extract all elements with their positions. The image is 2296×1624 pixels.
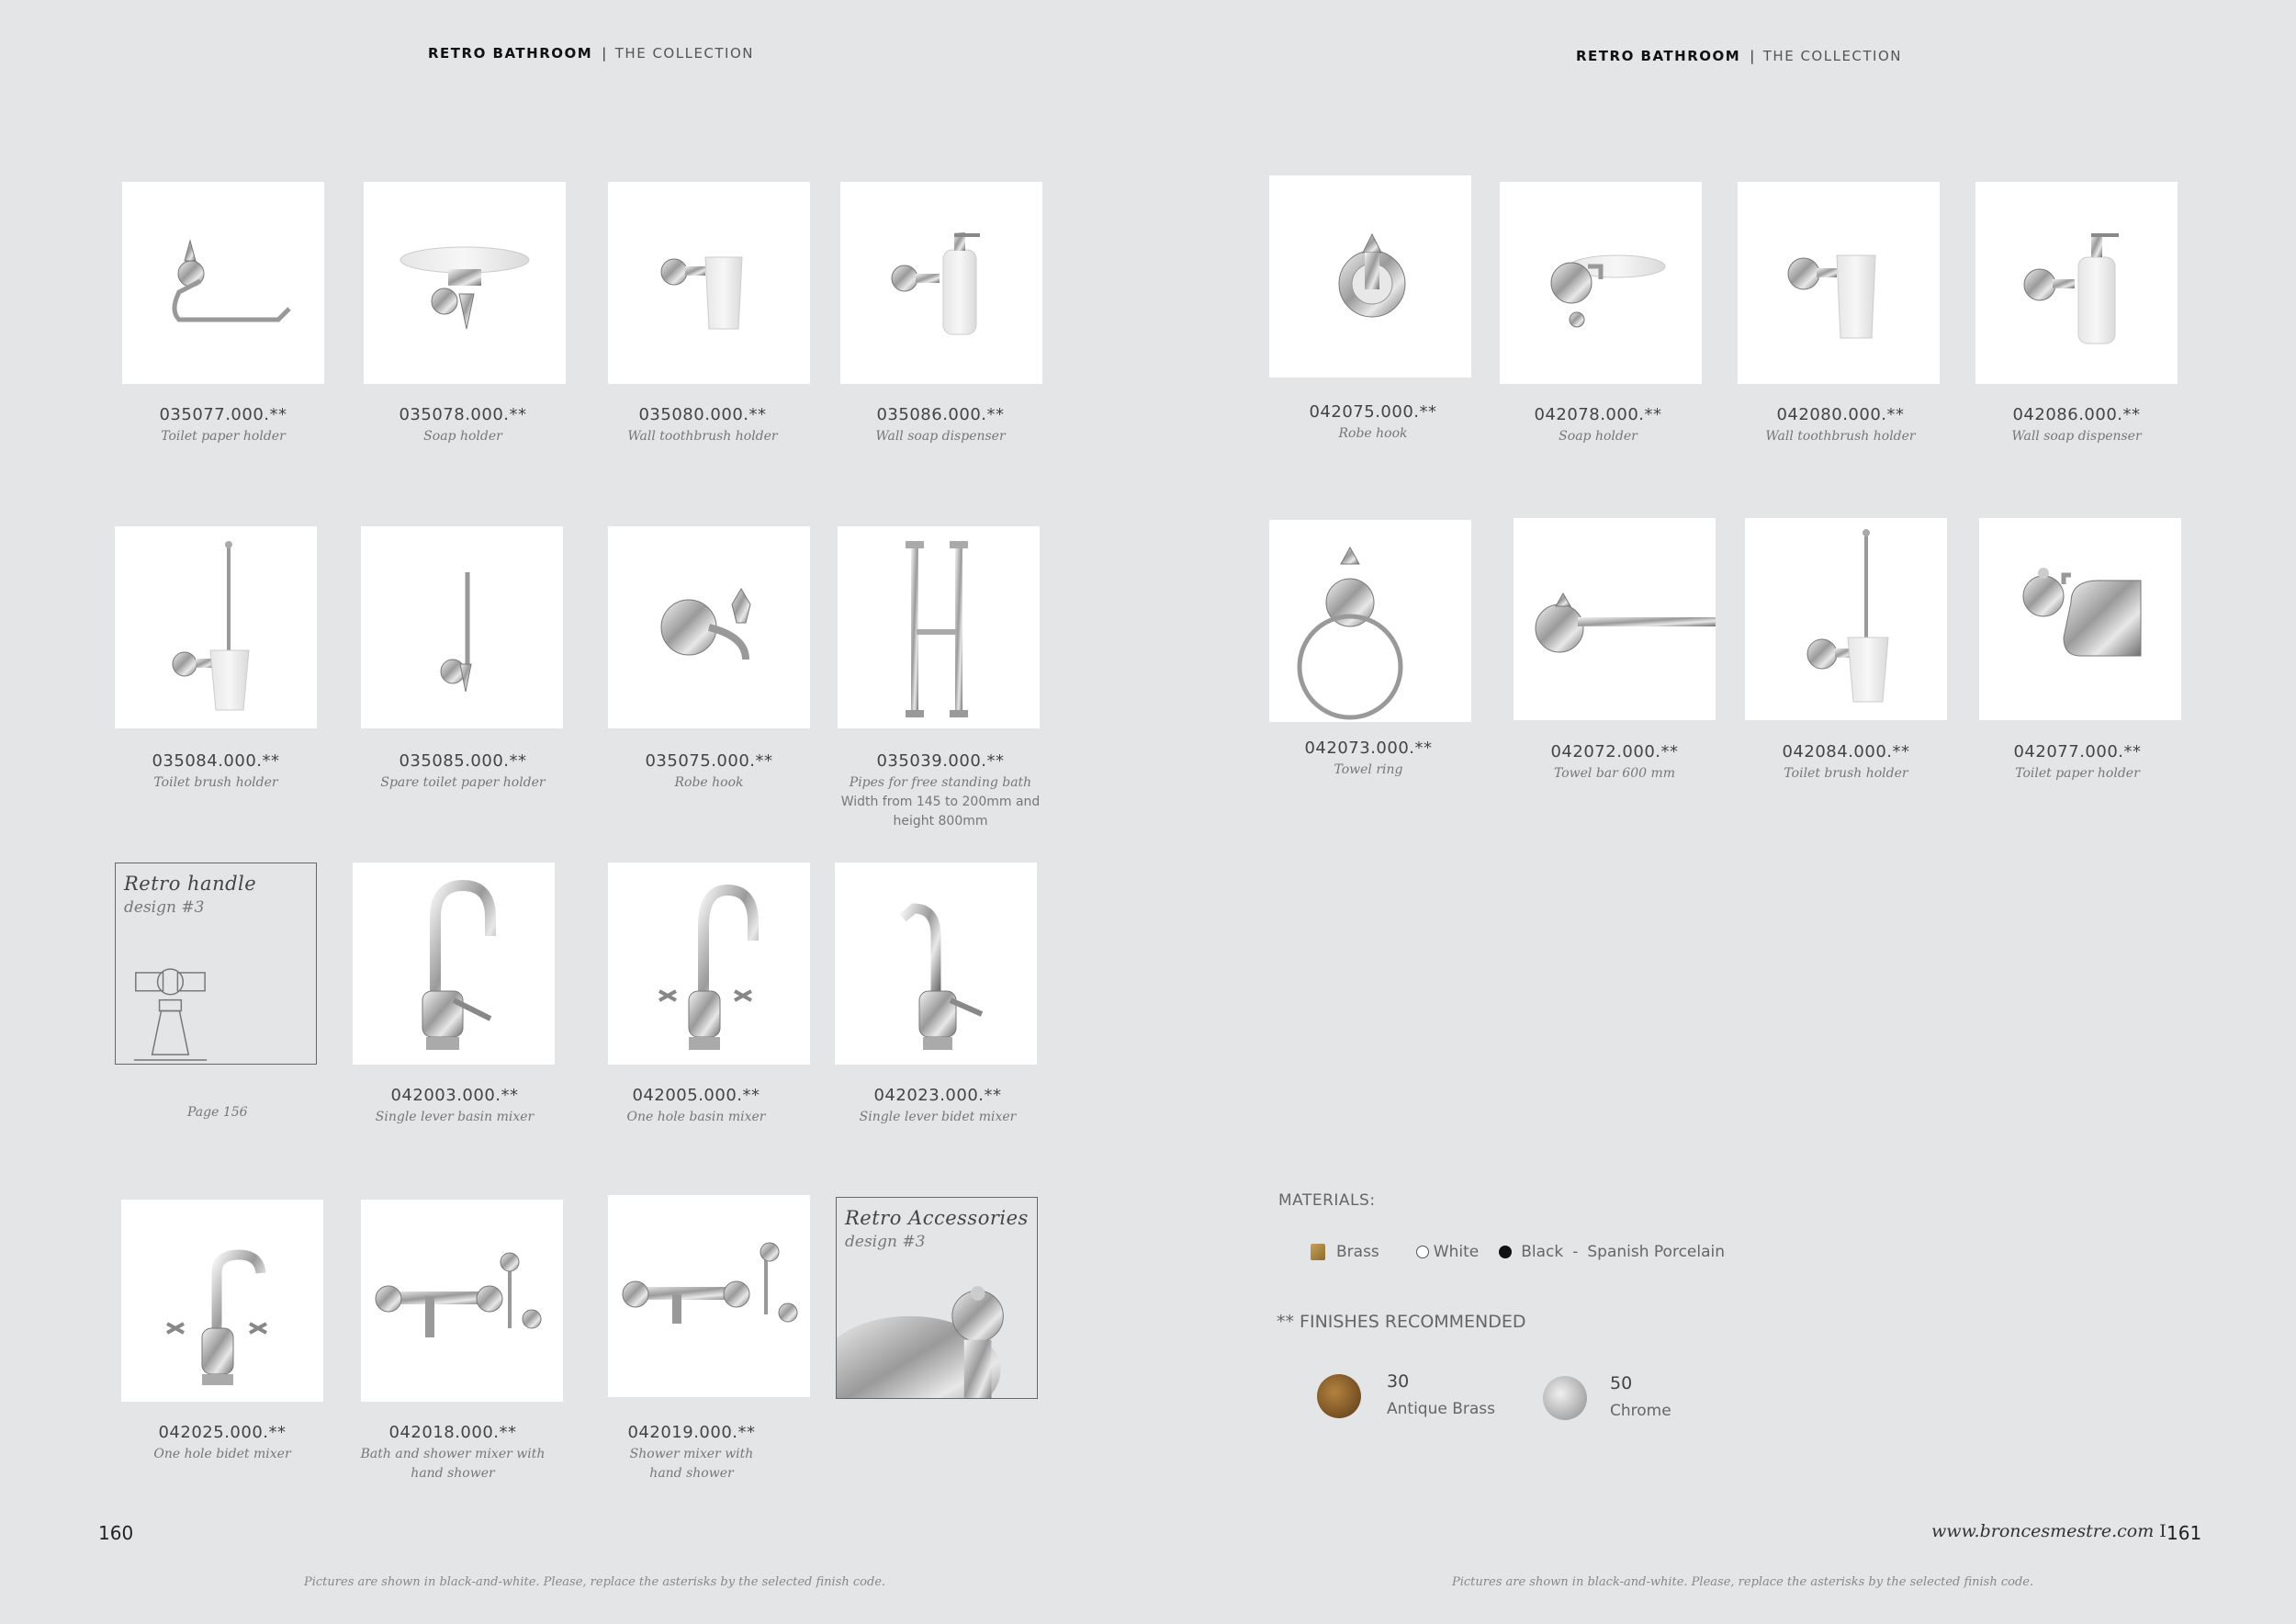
material-dash: - <box>1572 1243 1579 1261</box>
product-description: Wall toothbrush holder <box>1765 429 1916 444</box>
product-code: 042005.000.** <box>632 1086 760 1105</box>
material-white: White <box>1433 1243 1480 1261</box>
product-caption <box>1958 742 2197 784</box>
product-image-wall-toothbrush-holder <box>608 182 810 384</box>
product-caption <box>572 1423 811 1483</box>
product-code: 035075.000.** <box>645 751 773 771</box>
product-description-line: Shower mixer with <box>629 1447 754 1461</box>
product-code: 035085.000.** <box>399 751 527 771</box>
header-separator: | <box>602 45 608 62</box>
materials-heading: MATERIALS: <box>1278 1191 1376 1210</box>
product-code: 035086.000.** <box>876 405 1005 424</box>
product-code: 042078.000.** <box>1534 405 1662 424</box>
product-code: 042025.000.** <box>158 1423 287 1442</box>
black-dot-icon <box>1499 1246 1512 1258</box>
website-separator: I <box>2159 1521 2167 1541</box>
product-code: 042080.000.** <box>1776 405 1905 424</box>
product-description: One hole basin mixer <box>626 1110 766 1124</box>
product-caption <box>1495 742 1734 784</box>
product-code: 042019.000.** <box>627 1423 756 1442</box>
product-caption <box>333 1423 572 1483</box>
product-image-single-lever-bidet-mixer <box>835 863 1037 1065</box>
product-image-robe-hook <box>1269 175 1471 378</box>
product-image-toilet-paper-holder <box>1979 518 2181 720</box>
retro-accessories-title: Retro Accessories <box>845 1207 1029 1229</box>
left-page-header <box>428 45 754 62</box>
retro-accessories-subtitle: design #3 <box>845 1233 926 1251</box>
header-section: THE COLLECTION <box>614 45 755 62</box>
website-url[interactable]: www.broncesmestre.com <box>1931 1521 2155 1541</box>
product-description: Wall toothbrush holder <box>627 429 778 444</box>
product-description: Single lever bidet mixer <box>859 1110 1017 1124</box>
product-code: 035078.000.** <box>399 405 527 424</box>
product-image-shower-mixer <box>608 1195 810 1397</box>
product-code: 035039.000.** <box>876 751 1005 771</box>
product-caption <box>1254 402 1492 444</box>
product-caption <box>821 405 1060 446</box>
product-image-toilet-paper-holder <box>122 182 324 384</box>
product-code: 042086.000.** <box>2012 405 2141 424</box>
left-page-number: 160 <box>98 1522 134 1544</box>
product-code: 042018.000.** <box>388 1423 517 1442</box>
product-description: Soap holder <box>1559 429 1638 444</box>
product-code: 035080.000.** <box>638 405 767 424</box>
material-black: Black <box>1521 1243 1564 1261</box>
product-image-wall-soap-dispenser <box>1975 182 2178 384</box>
product-description: Toilet brush holder <box>1784 766 1908 781</box>
product-code: 042073.000.** <box>1304 739 1433 758</box>
product-image-towel-ring <box>1269 520 1471 722</box>
product-code: 042072.000.** <box>1550 742 1679 761</box>
retro-accessories-callout <box>836 1197 1038 1399</box>
product-caption <box>583 405 822 446</box>
product-caption <box>1249 739 1488 780</box>
website-link[interactable] <box>1931 1521 2167 1541</box>
product-description-line: hand shower <box>411 1466 495 1481</box>
product-description-line: Width from 145 to 200mm and <box>840 795 1041 809</box>
product-image-soap-holder <box>1500 182 1702 384</box>
product-caption <box>96 751 335 793</box>
product-description: Toilet paper holder <box>2015 766 2140 781</box>
left-footnote: Pictures are shown in black-and-white. Please, replace the asterisks by the selected finish code. <box>304 1575 886 1589</box>
product-code: 042084.000.** <box>1782 742 1910 761</box>
product-description: Wall soap dispenser <box>2011 429 2142 444</box>
product-caption <box>577 1086 816 1127</box>
product-description: Soap holder <box>423 429 502 444</box>
product-code: 042023.000.** <box>873 1086 1002 1105</box>
retro-handle-title: Retro handle <box>124 873 257 895</box>
header-brand: RETRO BATHROOM <box>1576 48 1741 64</box>
right-page-header <box>1576 48 1902 64</box>
product-image-one-hole-bidet-mixer <box>121 1200 323 1402</box>
header-separator: | <box>1750 48 1756 64</box>
finish-code: 50 <box>1610 1373 1633 1393</box>
antique-brass-finish-icon <box>1317 1374 1361 1418</box>
product-description: Towel ring <box>1334 762 1403 777</box>
product-description: Toilet paper holder <box>161 429 286 444</box>
brass-swatch-icon <box>1311 1244 1325 1260</box>
product-image-robe-hook <box>608 526 810 728</box>
product-description: Wall soap dispenser <box>875 429 1006 444</box>
finish-name: Chrome <box>1610 1402 1671 1420</box>
retro-handle-sketch <box>116 863 316 1064</box>
product-image-toilet-brush-holder <box>115 526 317 728</box>
product-image-wall-soap-dispenser <box>840 182 1042 384</box>
chrome-finish-icon <box>1543 1376 1587 1420</box>
right-page-number: 161 <box>2167 1522 2202 1544</box>
product-image-towel-bar <box>1514 518 1716 720</box>
product-caption <box>821 751 1060 831</box>
product-description <box>572 1445 811 1483</box>
retro-handle-callout <box>115 863 317 1065</box>
product-code: 042075.000.** <box>1309 402 1437 422</box>
product-caption <box>818 1086 1057 1127</box>
retro-handle-subtitle: design #3 <box>124 898 205 917</box>
product-caption <box>1957 405 2196 446</box>
product-description: One hole bidet mixer <box>153 1447 291 1461</box>
product-image-toilet-brush-holder <box>1745 518 1947 720</box>
product-description: Spare toilet paper holder <box>380 775 546 790</box>
header-section: THE COLLECTION <box>1762 48 1903 64</box>
product-image-soap-holder <box>364 182 566 384</box>
product-caption <box>335 1086 574 1127</box>
product-image-pipes-free-standing-bath <box>838 526 1040 728</box>
finish-code: 30 <box>1387 1371 1410 1392</box>
product-code: 035077.000.** <box>159 405 287 424</box>
finishes-heading: ** FINISHES RECOMMENDED <box>1277 1312 1526 1332</box>
product-image-bath-shower-mixer <box>361 1200 563 1402</box>
product-caption <box>1727 742 1965 784</box>
product-caption <box>1721 405 1960 446</box>
product-code: 042077.000.** <box>2013 742 2142 761</box>
product-description-line: height 800mm <box>893 814 988 829</box>
product-image-one-hole-basin-mixer <box>608 863 810 1065</box>
product-description-line: Bath and shower mixer with <box>360 1447 546 1461</box>
material-porcelain: Spanish Porcelain <box>1587 1243 1726 1261</box>
product-description-line: Pipes for free standing bath <box>849 775 1032 790</box>
product-caption <box>343 405 582 446</box>
product-caption <box>590 751 828 793</box>
right-footnote: Pictures are shown in black-and-white. Please, replace the asterisks by the selected finish code. <box>1452 1575 2034 1589</box>
product-description: Single lever basin mixer <box>375 1110 535 1124</box>
finish-name: Antique Brass <box>1387 1400 1496 1418</box>
product-code: 042003.000.** <box>390 1086 519 1105</box>
product-description: Robe hook <box>1338 426 1408 441</box>
retro-handle-page-ref: Page 156 <box>187 1105 248 1120</box>
product-image-single-lever-basin-mixer <box>353 863 555 1065</box>
product-description: Toilet brush holder <box>153 775 278 790</box>
product-image-spare-toilet-paper-holder <box>361 526 563 728</box>
white-dot-icon <box>1416 1246 1429 1258</box>
product-caption <box>343 751 582 793</box>
product-description: Towel bar 600 mm <box>1553 766 1676 781</box>
product-description-line: hand shower <box>649 1466 734 1481</box>
header-brand: RETRO BATHROOM <box>428 45 593 62</box>
product-description: Robe hook <box>674 775 744 790</box>
product-description <box>333 1445 572 1483</box>
product-caption <box>1479 405 1717 446</box>
product-image-wall-toothbrush-holder <box>1738 182 1940 384</box>
product-caption <box>104 405 343 446</box>
product-description <box>821 773 1060 831</box>
materials-list <box>1311 1243 1725 1261</box>
material-brass: Brass <box>1336 1243 1379 1261</box>
product-caption <box>103 1423 342 1464</box>
product-code: 035084.000.** <box>152 751 280 771</box>
